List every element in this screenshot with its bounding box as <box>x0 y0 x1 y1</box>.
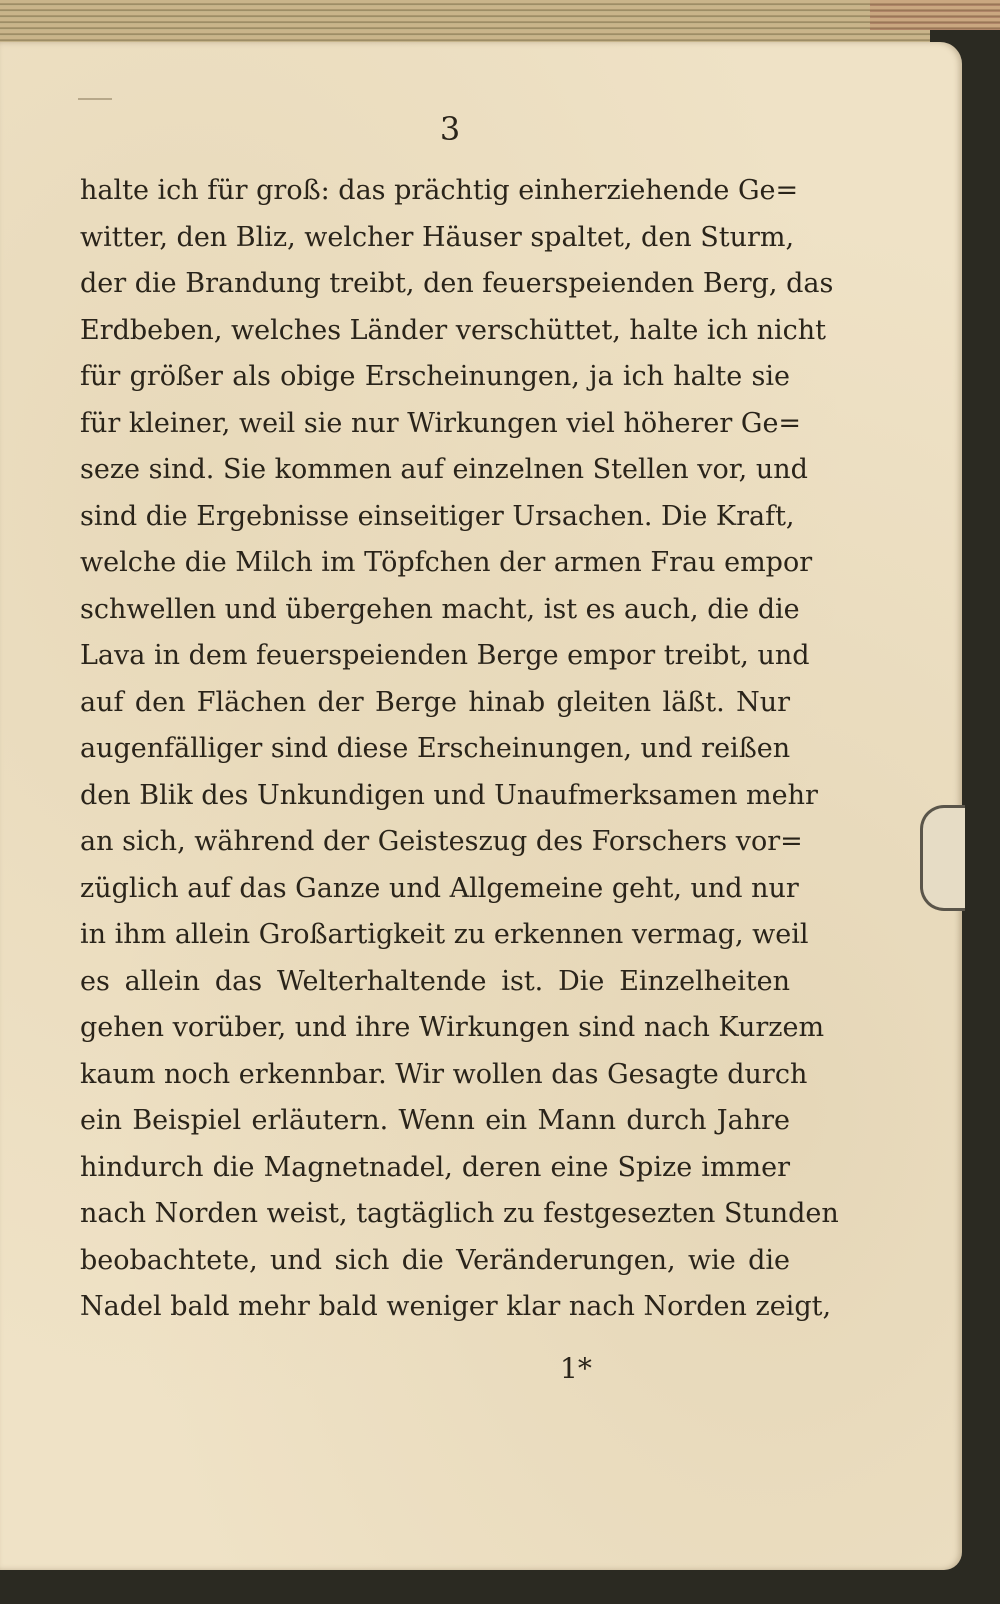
text-line: für größer als obige Erscheinungen, ja ich halte sie <box>80 361 790 392</box>
text-line: gehen vorüber, und ihre Wirkungen sind nach Kurzem <box>80 1012 825 1043</box>
text-line: beobachtete, und sich die Veränderungen, wie die <box>80 1244 790 1276</box>
body-text <box>80 168 839 1331</box>
text-line: Nadel bald mehr bald weniger klar nach Norden zeigt, <box>80 1291 832 1322</box>
text-line: kaum noch erkennbar. Wir wollen das Gesagte durch <box>80 1058 808 1090</box>
text-line: Lava in dem feuerspeienden Berge empor treibt, und <box>80 640 810 671</box>
signature-mark: 1* <box>560 1352 592 1385</box>
text-line: in ihm allein Großartigkeit zu erkennen vermag, weil <box>80 919 809 950</box>
text-line: es allein das Welterhaltende ist. Die Einzelheiten <box>80 965 790 997</box>
printer-dash-mark <box>78 98 112 100</box>
text-line: augenfälliger sind diese Erscheinungen, und reißen <box>80 733 791 764</box>
text-line: nach Norden weist, tagtäglich zu festgesezten Stunden <box>80 1198 839 1229</box>
text-line: für kleiner, weil sie nur Wirkungen viel höherer Ge= <box>80 407 802 439</box>
text-line: witter, den Bliz, welcher Häuser spaltet, den Sturm, <box>80 221 795 253</box>
text-line: sind die Ergebnisse einseitiger Ursachen. Die Kraft, <box>80 500 795 532</box>
page-edges-top-right <box>870 0 1000 30</box>
text-line: hindurch die Magnetnadel, deren eine Spize immer <box>80 1151 790 1183</box>
text-line: züglich auf das Ganze und Allgemeine geht, und nur <box>80 872 799 904</box>
text-line: schwellen und übergehen macht, ist es auch, die die <box>80 593 800 625</box>
text-line: an sich, während der Geisteszug des Forschers vor= <box>80 826 803 857</box>
text-line: den Blik des Unkundigen und Unaufmerksamen mehr <box>80 779 818 811</box>
text-line: welche die Milch im Töpfchen der armen Frau empor <box>80 547 813 578</box>
page-number: 3 <box>439 110 461 148</box>
text-line: der die Brandung treibt, den feuerspeienden Berg, das <box>80 268 834 299</box>
text-line: seze sind. Sie kommen auf einzelnen Stellen vor, und <box>80 454 808 485</box>
text-line: ein Beispiel erläutern. Wenn ein Mann durch Jahre <box>80 1105 790 1136</box>
text-line: Erdbeben, welches Länder verschüttet, halte ich nicht <box>80 314 827 346</box>
page-tab-marker <box>920 805 965 911</box>
text-line: halte ich für groß: das prächtig einherziehende Ge= <box>80 175 799 206</box>
text-line: auf den Flächen der Berge hinab gleiten läßt. Nur <box>80 686 790 718</box>
